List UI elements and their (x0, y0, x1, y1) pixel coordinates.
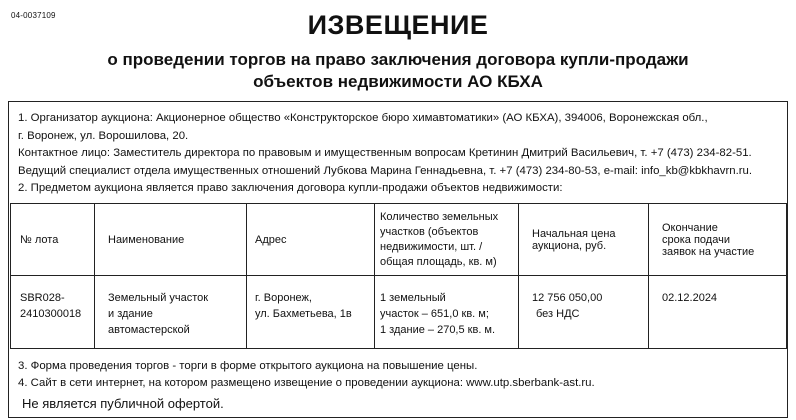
header-lot: № лота (11, 204, 95, 276)
cell-quantity (375, 276, 519, 349)
cell-lot-line: SBR028- (20, 292, 65, 304)
header-quantity-line: недвижимости, шт. / (380, 240, 483, 253)
info-line: 2. Предметом аукциона является право заключения договора купли-продажи объектов недвижимости: (18, 182, 563, 194)
header-deadline-line: заявок на участие (662, 245, 755, 258)
cell-quantity-line: участок – 651,0 кв. м; (380, 308, 489, 320)
subtitle-line: о проведении торгов на право заключения договора купли-продажи (107, 50, 689, 69)
cell-price-line: 12 756 050,00 (532, 292, 603, 304)
cell-lot (11, 276, 95, 349)
info-line: Контактное лицо: Заместитель директора по правовым и имущественным вопросам Кретинин Дмитрий Васильевич, т. +7 (473) 234-82-51. (18, 147, 752, 159)
header-address: Адрес (247, 204, 375, 276)
offer-note: Не является публичной офертой. (22, 396, 224, 411)
cell-address (247, 276, 375, 349)
organizer-info (18, 110, 752, 198)
info-line: 1. Организатор аукциона: Акционерное общество «Конструкторское бюро химавтоматики» (АО КБХА), 394006, Воронежская обл., (18, 112, 708, 124)
header-deadline-line: Окончание (662, 221, 718, 234)
cell-name-line: и здание (108, 308, 153, 320)
cell-address-line: ул. Бахметьева, 1в (255, 308, 352, 320)
cell-address-line: г. Воронеж, (255, 292, 312, 304)
cell-name (95, 276, 247, 349)
cell-price-line: без НДС (536, 308, 580, 320)
header-deadline-line: срока подачи (662, 233, 730, 246)
header-quantity-line: общая площадь, кв. м) (380, 255, 497, 268)
auction-terms (18, 358, 595, 392)
cell-price (519, 276, 649, 349)
header-quantity-line: участков (объектов (380, 225, 479, 238)
cell-name-line: автомастерской (108, 324, 190, 336)
cell-quantity-line: 1 земельный (380, 292, 446, 304)
subtitle-line: объектов недвижимости АО КБХА (253, 72, 543, 91)
header-quantity (375, 204, 519, 276)
info-line: Ведущий специалист отдела имущественных отношений Лубкова Марина Геннадьевна, т. +7 (473) 234-80-53, e-mail: info_kb@kbkhavrn.ru. (18, 164, 753, 177)
table-row (11, 276, 787, 349)
terms-line: 4. Сайт в сети интернет, на котором размещено извещение о проведении аукциона: www.utp.sberbank-ast.ru. (18, 377, 595, 389)
header-price (519, 204, 649, 276)
terms-line: 3. Форма проведения торгов - торги в форме открытого аукциона на повышение цены. (18, 360, 478, 372)
cell-lot-line: 2410300018 (20, 308, 82, 320)
notice-title: ИЗВЕЩЕНИЕ (307, 10, 489, 40)
header-price-line: аукциона, руб. (532, 239, 607, 252)
cell-quantity-line: 1 здание – 270,5 кв. м. (380, 324, 496, 336)
header-quantity-line: Количество земельных (380, 210, 499, 223)
cell-deadline-line: 02.12.2024 (662, 292, 718, 304)
document-code: 04-0037109 (11, 11, 56, 20)
header-price-line: Начальная цена (532, 227, 616, 240)
header-name: Наименование (95, 204, 247, 276)
notice-subtitle (0, 49, 796, 93)
header-deadline (649, 204, 787, 276)
lots-table (10, 203, 787, 349)
cell-name-line: Земельный участок (108, 292, 209, 304)
table-header-row (11, 204, 787, 276)
info-line: г. Воронеж, ул. Ворошилова, 20. (18, 129, 189, 142)
cell-deadline (649, 276, 787, 349)
